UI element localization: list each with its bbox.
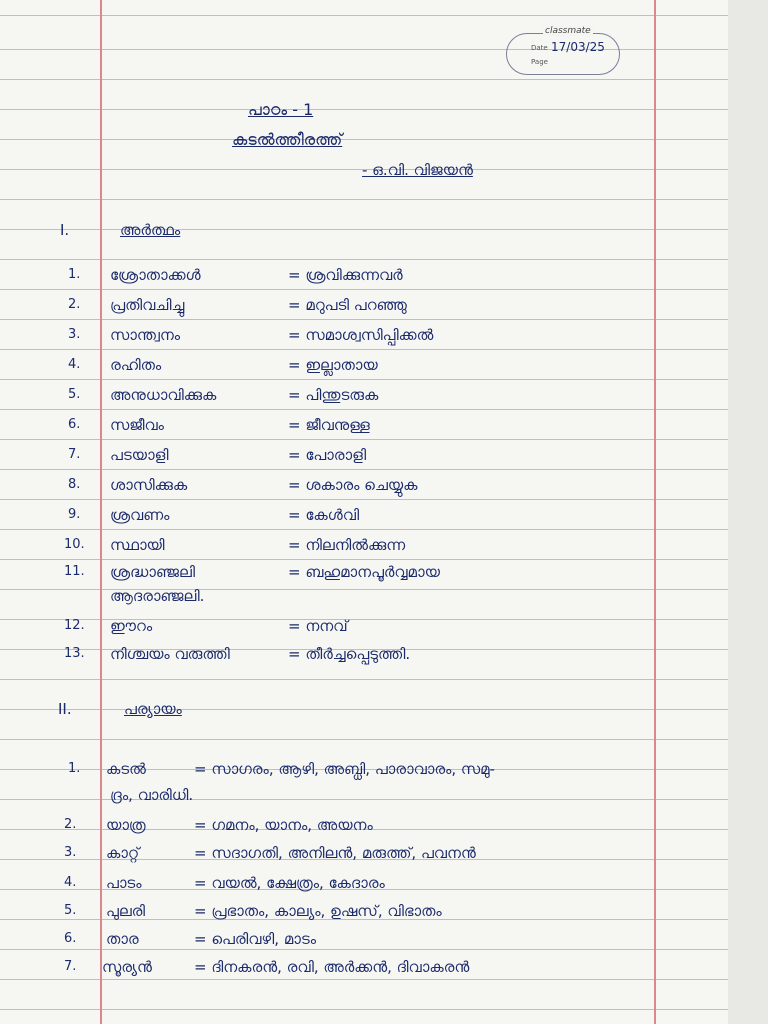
list-item-word: കാറ്റ് xyxy=(106,844,140,862)
list-item-meaning: = തീർച്ചപ്പെടുത്തി. xyxy=(288,645,411,663)
list-item-word: താര xyxy=(106,930,139,948)
list-item-meaning-cont: ആദരാഞ്ജലി. xyxy=(110,587,205,605)
list-item-word: ശാസിക്കുക xyxy=(110,476,188,494)
list-item-number: 6. xyxy=(64,931,77,946)
list-item-number: 2. xyxy=(64,817,77,832)
list-item-word: ഈറം xyxy=(110,617,153,635)
list-item-word: പാടം xyxy=(106,874,142,892)
list-item-meaning: = മറുപടി പറഞ്ഞു xyxy=(288,296,407,314)
list-item-word: യാത്ര xyxy=(106,816,146,834)
list-item-word: രഹിതം xyxy=(110,356,162,374)
list-item-number: 7. xyxy=(64,959,77,974)
list-item-word: പടയാളി xyxy=(110,446,169,464)
list-item-number: 2. xyxy=(68,297,81,312)
list-item-number: 12. xyxy=(64,618,85,633)
section2-numeral: II. xyxy=(58,700,72,718)
list-item-meaning: = കേൾവി xyxy=(288,506,360,524)
list-item-word: ശ്രദ്ധാഞ്ജലി xyxy=(110,563,196,581)
list-item-word: നിശ്ചയം വരുത്തി xyxy=(110,645,230,663)
list-item-synonyms-cont: ദ്രം, വാരിധി. xyxy=(110,786,194,804)
list-item-synonyms: = ഗമനം, യാനം, അയനം xyxy=(194,816,373,834)
list-item-synonyms: = പെരിവഴി, മാടം xyxy=(194,930,316,948)
list-item-synonyms: = വയൽ, ക്ഷേത്രം, കേദാരം xyxy=(194,874,385,892)
list-item-word: സ്ഥായി xyxy=(110,536,165,554)
list-item-word: പ്രതിവചിച്ചു xyxy=(110,296,185,314)
list-item-synonyms: = ദിനകരൻ, രവി, അർക്കൻ, ദിവാകരൻ xyxy=(194,958,470,976)
list-item-number: 3. xyxy=(64,845,77,860)
lesson-title: കടൽത്തീരത്ത് xyxy=(232,130,343,149)
list-item-number: 5. xyxy=(64,903,77,918)
stamp-brand: classmate xyxy=(545,26,591,36)
list-item-synonyms: = സാഗരം, ആഴി, അബ്ധി, പാരാവാരം, സമു- xyxy=(194,760,495,778)
list-item-word: സാന്ത്വനം xyxy=(110,326,181,344)
list-item-number: 6. xyxy=(68,417,81,432)
list-item-meaning: = നനവ് xyxy=(288,617,348,635)
list-item-meaning: = നിലനിൽക്കുന്ന xyxy=(288,536,406,554)
list-item-number: 8. xyxy=(68,477,81,492)
section1-numeral: I. xyxy=(60,221,70,239)
section1-heading: അർത്ഥം xyxy=(120,221,181,239)
list-item-word: പുലരി xyxy=(106,902,146,920)
list-item-meaning: = പോരാളി xyxy=(288,446,367,464)
list-item-number: 4. xyxy=(64,875,77,890)
stamp-date-label: Date xyxy=(531,44,548,52)
stamp-date: 17/03/25 xyxy=(551,40,605,54)
left-margin-line xyxy=(100,0,102,1024)
list-item-word: കടൽ xyxy=(106,760,146,778)
list-item-meaning: = സമാശ്വസിപ്പിക്കൽ xyxy=(288,326,434,344)
list-item-number: 13. xyxy=(64,646,85,661)
list-item-word: ശ്രവണം xyxy=(110,506,170,524)
list-item-meaning: = ബഹുമാനപൂർവ്വമായ xyxy=(288,563,440,581)
page-edge xyxy=(728,0,768,1024)
list-item-number: 4. xyxy=(68,357,81,372)
author-name: - ഒ.വി. വിജയൻ xyxy=(362,161,473,179)
list-item-meaning: = ഇല്ലാതായ xyxy=(288,356,378,374)
section2-heading: പര്യായം xyxy=(124,700,182,718)
list-item-meaning: = ജീവനുള്ള xyxy=(288,416,370,434)
lesson-number: പാഠം - 1 xyxy=(248,100,314,119)
list-item-number: 10. xyxy=(64,537,85,552)
list-item-number: 1. xyxy=(68,267,81,282)
list-item-number: 5. xyxy=(68,387,81,402)
list-item-number: 11. xyxy=(64,564,85,579)
list-item-synonyms: = പ്രഭാതം, കാല്യം, ഉഷസ്, വിഭാതം xyxy=(194,902,442,920)
list-item-word: അനുധാവിക്കുക xyxy=(110,386,217,404)
list-item-meaning: = പിന്തുടരുക xyxy=(288,386,379,404)
list-item-number: 7. xyxy=(68,447,81,462)
list-item-synonyms: = സദാഗതി, അനിലൻ, മരുത്ത്, പവനൻ xyxy=(194,844,476,862)
list-item-number: 1. xyxy=(68,761,81,776)
list-item-number: 9. xyxy=(68,507,81,522)
classmate-date-stamp xyxy=(506,26,620,75)
list-item-word: ശ്രോതാക്കൾ xyxy=(110,266,201,284)
right-margin-line xyxy=(654,0,656,1024)
list-item-word: സൂര്യൻ xyxy=(102,958,152,976)
list-item-meaning: = ശകാരം ചെയ്യുക xyxy=(288,476,418,494)
list-item-meaning: = ശ്രവിക്കുന്നവർ xyxy=(288,266,403,284)
list-item-word: സജീവം xyxy=(110,416,164,434)
stamp-page-label: Page xyxy=(531,58,548,66)
list-item-number: 3. xyxy=(68,327,81,342)
